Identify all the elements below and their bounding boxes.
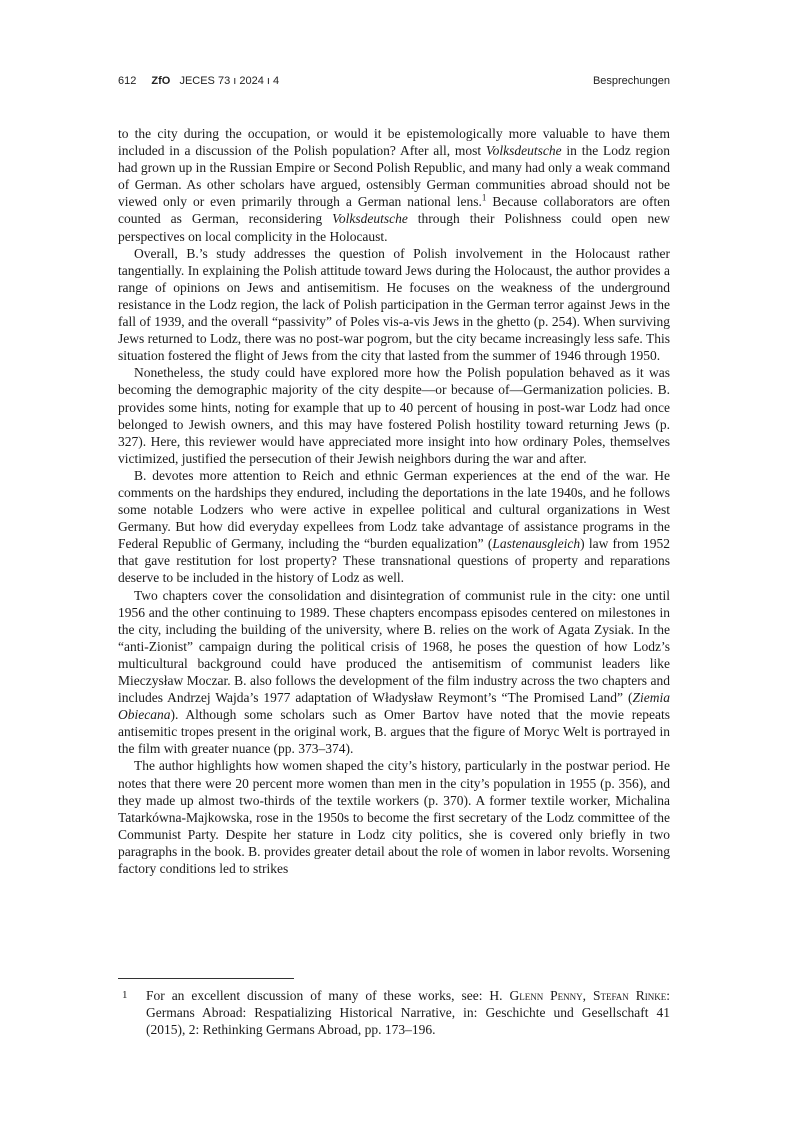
paragraph — [118, 245, 670, 365]
text-run: For an excellent discussion of many of these works, see: H. — [146, 988, 510, 1003]
text-run: The author highlights how women shaped the city’s history, particularly in the postwar period. He notes that there were 20 percent more women than men in the city’s population in 1955 (p. 356), and they made up almost two-thirds of the textile workers (p. 370). A former textile worker, Michalina Tatarkówna-Majkowska, rose in the 1950s to become the first secretary of the Lodz committee of the Communist Party. Despite her stature in Lodz city politics, she is covered only briefly in two paragraphs in the book. B. provides greater detail about the role of women in labor revolts. Worsening factory conditions led to strikes — [118, 758, 670, 877]
italic-term: Ziemia Obiecana — [118, 690, 670, 723]
journal-issue: JECES 73 ı 2024 ı 4 — [179, 75, 280, 87]
text-run: Overall, B.’s study addresses the question of Polish involvement in the Holocaust rather tangentially. In explaining the Polish attitude toward Jews during the Holocaust, the author provides a range of opinions on Jews and antisemitism. He focuses on the weakness of the underground resistance in the Lodz region, the lack of Polish participation in the German terror against Jews in the fall of 1939, and the overall “passivity” of Poles vis-a-vis Jews in the ghetto (p. 254). When surviving Jews returned to Lodz, there was no post-war pogrom, but the city became increasingly less safe. This situation fostered the flight of Jews from the city that lasted from the summer of 1946 through 1950. — [118, 245, 670, 364]
paragraph — [118, 364, 670, 467]
footnote-number: 1 — [122, 989, 128, 1001]
review-body — [118, 125, 670, 877]
author-name: Stefan Rinke — [592, 988, 667, 1003]
text-run: to the city during the occupation, or would it be epistemologically more valuable to have them included in a discussion of the Polish population? After all, most — [118, 126, 670, 159]
text-run: Nonetheless, the study could have explored more how the Polish population behaved as it was becoming the demographic majority of the city despite—or because of—Germanization policies. B. provides some hints, noting for example that up to 40 percent of housing in post-war Lodz had once belonged to Jewish owners, and this may have fostered Polish hostility toward returning Jews (p. 327). Here, this reviewer would have appreciated more insight into how ordinary Poles, themselves victimized, justified the persecution of their Jewish neighbors during the war and after. — [118, 365, 670, 466]
paragraph — [118, 757, 670, 877]
paragraph — [118, 467, 670, 587]
italic-term: Volksdeutsche — [485, 143, 562, 159]
text-run: , — [582, 988, 593, 1003]
journal-abbreviation: ZfO — [151, 75, 171, 87]
running-head-left — [118, 75, 279, 87]
text-run: through their Polishness could open new perspectives on local complicity in the Holocaust. — [118, 211, 670, 244]
running-head — [118, 75, 670, 93]
italic-term: Volksdeutsche — [332, 211, 408, 227]
text-run: B. devotes more attention to Reich and ethnic German experiences at the end of the war. He comments on the hardships they endured, including the deportations in the late 1940s, and he follows some notable Lodzers who were active in expellee political and cultural organizations in West Germany. But how did everyday expellees from Lodz take advantage of assistance programs in the Federal Republic of Germany, including the “burden equalization” ( — [118, 467, 670, 552]
paragraph — [118, 587, 670, 758]
italic-term: Lastenausgleich — [492, 536, 581, 552]
text-run: ). Although some scholars such as Omer Bartov have noted that the movie repeats antisemitic tropes present in the original work, B. argues that the figure of Moryc Welt is portrayed in the film with greater nuance (pp. 373–374). — [118, 707, 670, 757]
paragraph — [118, 125, 670, 245]
footnote-reference: 1 — [481, 192, 487, 203]
text-run: : Germans Abroad: Respatializing Historical Narrative, in: Geschichte und Gesellschaft 41 (2015), 2: Rethinking Germans Abroad, pp. 173–196. — [146, 988, 671, 1038]
footnote-text — [146, 987, 670, 1038]
text-run: Because collaborators are often counted as German, reconsidering — [118, 194, 670, 227]
page-number: 612 — [118, 75, 137, 87]
footnote-rule — [118, 978, 294, 979]
footnote — [118, 987, 670, 1038]
section-title: Besprechungen — [592, 75, 670, 87]
text-run: Two chapters cover the consolidation and disintegration of communist rule in the city: one until 1956 and the other continuing to 1989. These chapters encompass episodes centered on milestones in the city, including the building of the university, where B. relies on the work of Agata Zysiak. In the “anti-Zionist” campaign during the political crisis of 1968, he poses the question of how Lodz’s multicultural background could have produced the antisemitism of communist leaders like Mieczysław Moczar. B. also follows the development of the film industry across the two chapters and includes Andrzej Wajda’s 1977 adaptation of Władysław Reymont’s “The Promised Land” ( — [118, 587, 670, 706]
text-run: ) law from 1952 that gave restitution for lost property? These transnational questions of property and reparations deserve to be included in the history of Lodz as well. — [118, 536, 670, 586]
author-name: Glenn Penny — [509, 988, 583, 1003]
text-run: in the Lodz region had grown up in the Russian Empire or Second Polish Republic, and many had only a weak command of German. As other scholars have argued, ostensibly German communities abroad should not be viewed only or even primarily through a German national lens. — [118, 143, 670, 210]
